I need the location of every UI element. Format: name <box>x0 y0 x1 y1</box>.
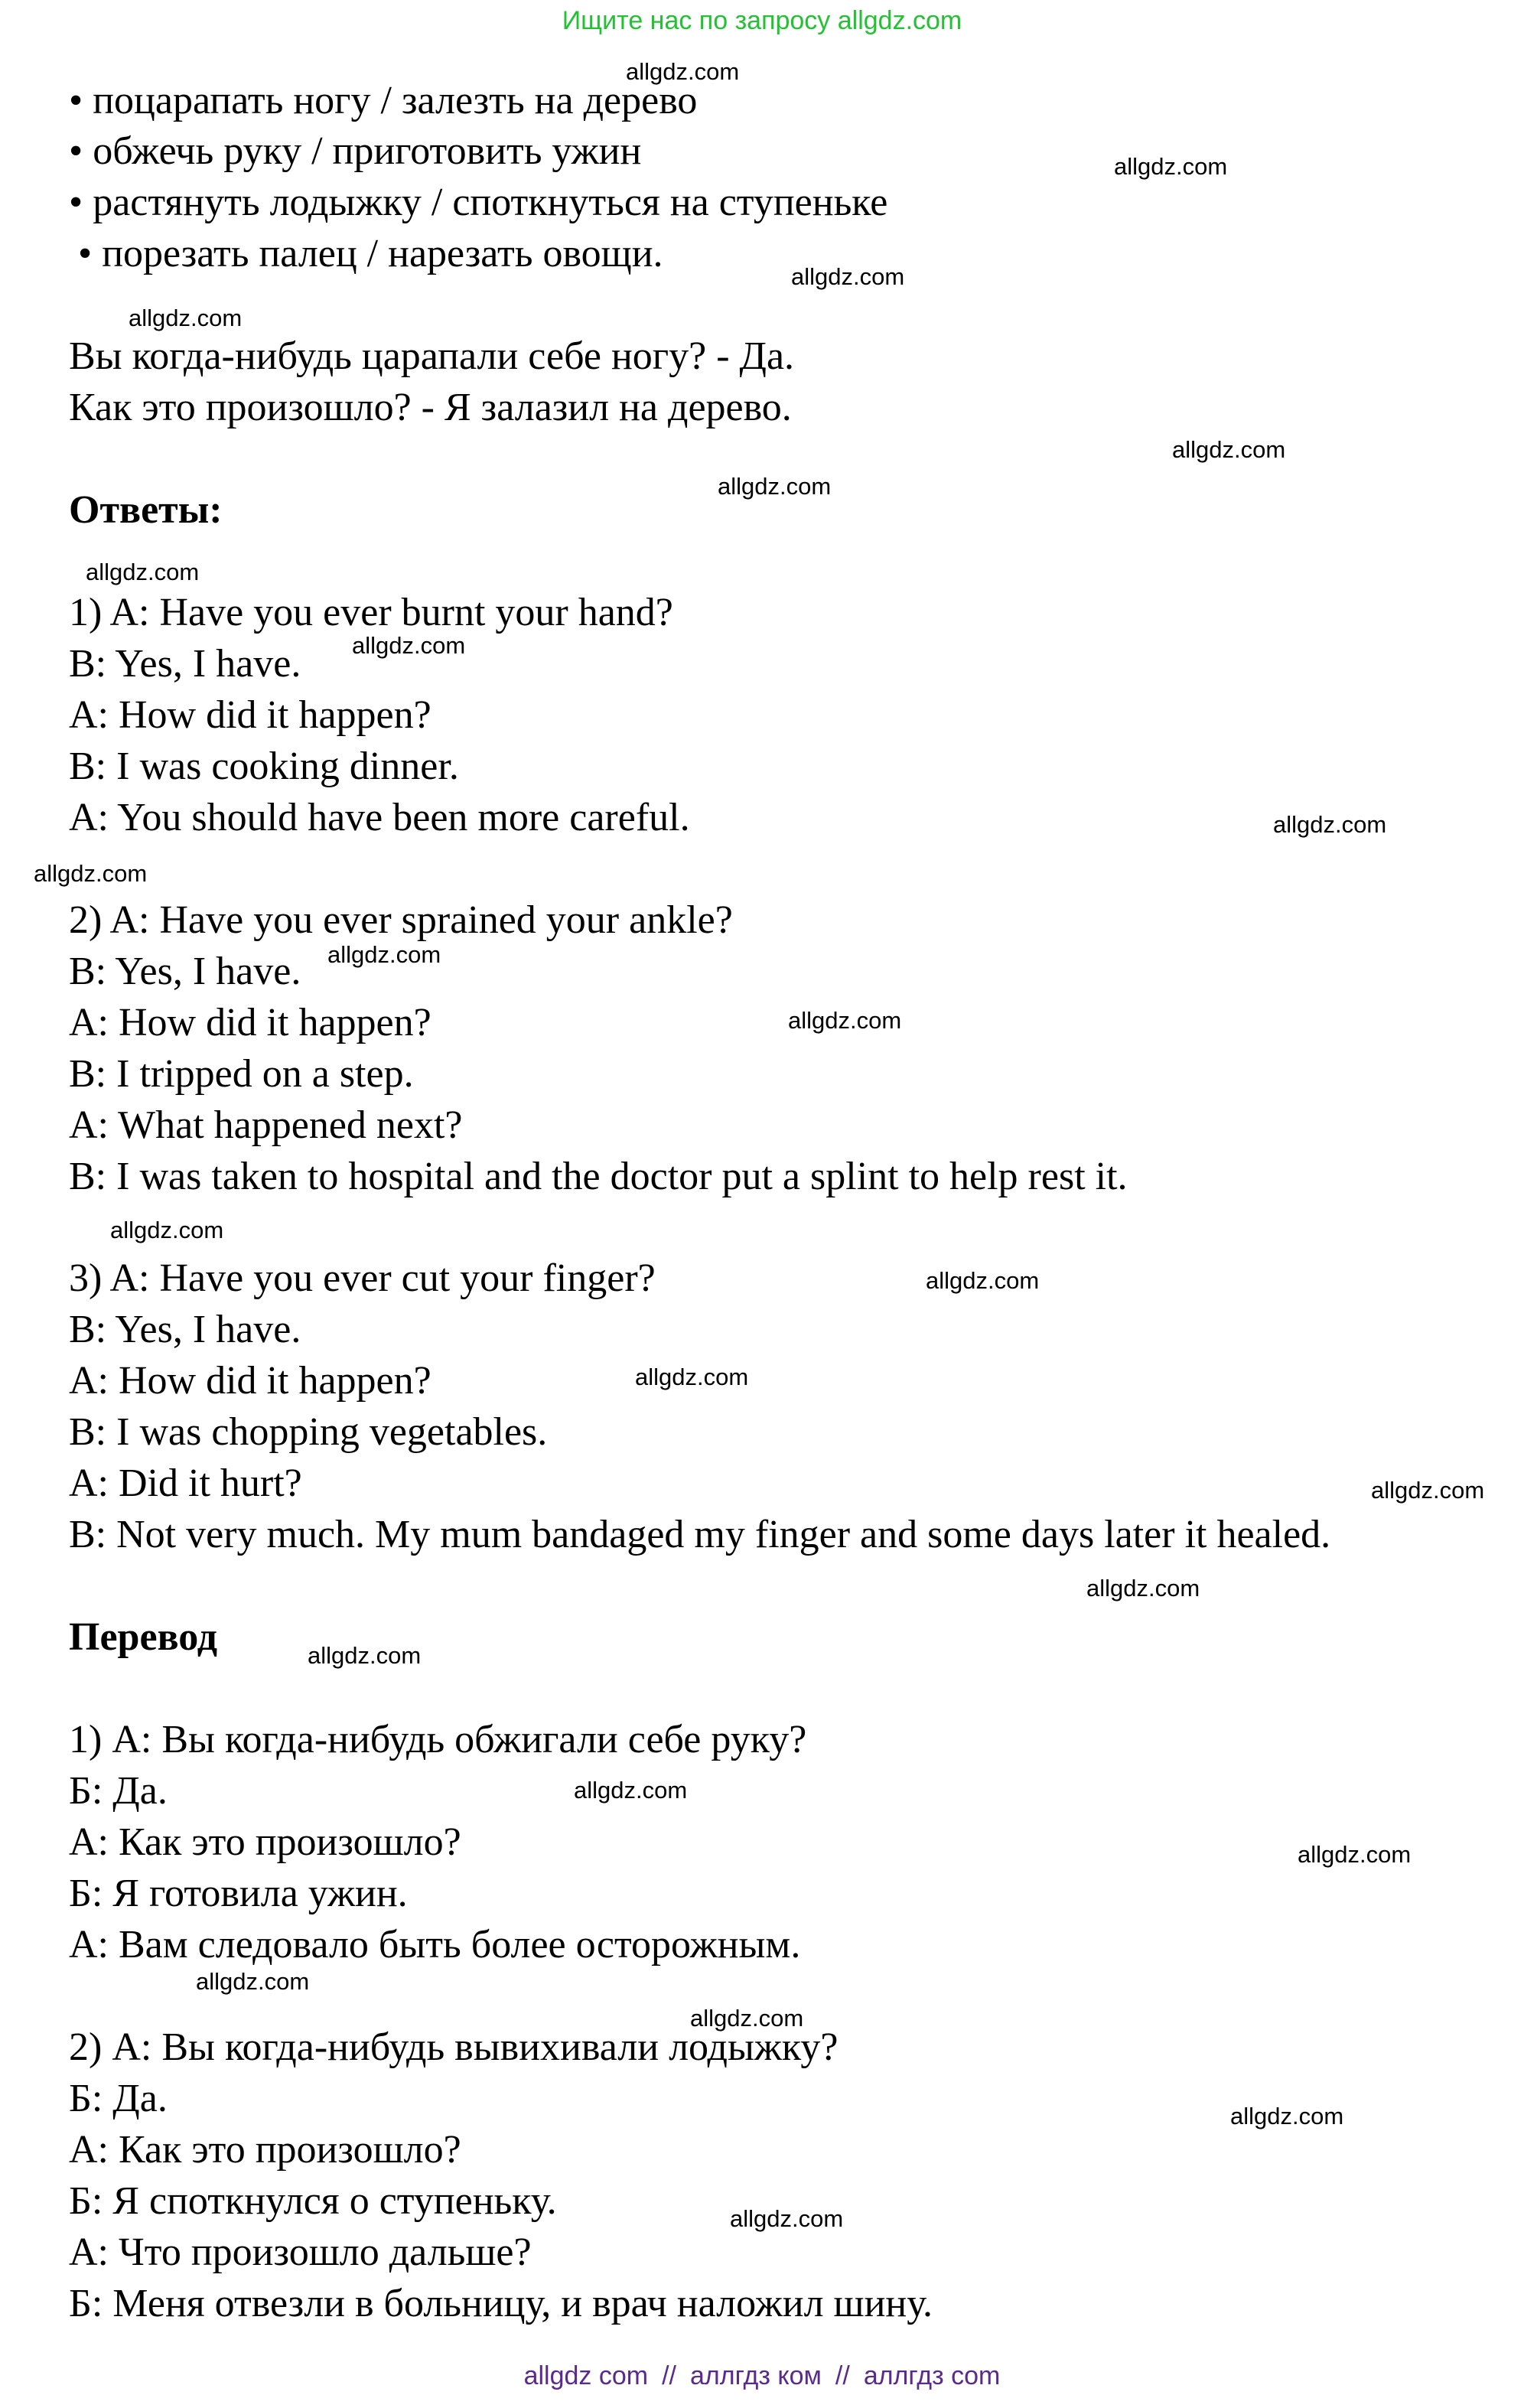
watermark: allgdz.com <box>626 58 740 85</box>
watermark: allgdz.com <box>730 2205 844 2232</box>
watermark: allgdz.com <box>574 1777 688 1804</box>
bottom-banner <box>0 2361 1524 2391</box>
watermark: allgdz.com <box>1298 1841 1412 1868</box>
watermark: allgdz.com <box>791 263 905 290</box>
watermark: allgdz.com <box>1371 1477 1485 1504</box>
translation-1-line-4: Б: Я готовила ужин. <box>69 1872 408 1915</box>
translation-1-line-3: А: Как это произошло? <box>69 1820 461 1864</box>
answer-3-line-2: B: Yes, I have. <box>69 1308 301 1351</box>
vocab-item-2: • обжечь руку / приготовить ужин <box>69 129 642 173</box>
answer-3-line-6: B: Not very much. My mum bandaged my finger and some days later it healed. <box>69 1513 1331 1556</box>
answer-2-line-5: A: What happened next? <box>69 1103 463 1147</box>
watermark: allgdz.com <box>1114 153 1228 180</box>
watermark: allgdz.com <box>788 1007 902 1034</box>
translation-2-line-6: Б: Меня отвезли в больницу, и врач наложил шину. <box>69 2282 933 2325</box>
translation-1-line-2: Б: Да. <box>69 1769 168 1813</box>
answer-2-line-6: B: I was taken to hospital and the doctor put a splint to help rest it. <box>69 1155 1128 1198</box>
answer-3-line-1: 3) A: Have you ever cut your finger? <box>69 1256 656 1300</box>
watermark: allgdz.com <box>635 1364 749 1390</box>
translation-2-line-2: Б: Да. <box>69 2077 168 2120</box>
translation-1-line-1: 1) А: Вы когда-нибудь обжигали себе руку? <box>69 1718 807 1761</box>
top-banner[interactable]: Ищите нас по запросу allgdz.com <box>562 6 962 35</box>
watermark: allgdz.com <box>86 559 200 585</box>
example-line-1: Вы когда-нибудь царапали себе ногу? - Да. <box>69 334 795 378</box>
bottom-banner-link-2[interactable]: аллгдз ком <box>690 2361 822 2390</box>
answer-2-line-3: A: How did it happen? <box>69 1001 431 1044</box>
vocab-item-1: • поцарапать ногу / залезть на дерево <box>69 79 698 122</box>
translation-2-line-5: А: Что произошло дальше? <box>69 2230 532 2274</box>
vocab-item-4: • порезать палец / нарезать овощи. <box>78 232 663 275</box>
watermark: allgdz.com <box>196 1968 310 1995</box>
translation-2-line-3: А: Как это произошло? <box>69 2128 461 2172</box>
example-line-2: Как это произошло? - Я залазил на дерево. <box>69 386 792 429</box>
watermark: allgdz.com <box>1230 2103 1344 2129</box>
watermark: allgdz.com <box>308 1642 422 1669</box>
watermark: allgdz.com <box>1086 1575 1200 1602</box>
watermark: allgdz.com <box>718 473 832 500</box>
answer-2-line-1: 2) A: Have you ever sprained your ankle? <box>69 898 733 942</box>
watermark: allgdz.com <box>1172 436 1286 463</box>
answer-1-line-4: B: I was cooking dinner. <box>69 745 459 788</box>
answer-3-line-5: A: Did it hurt? <box>69 1461 302 1505</box>
vocab-item-3: • растянуть лодыжку / споткнуться на ступеньке <box>69 181 888 224</box>
answer-1-line-2: B: Yes, I have. <box>69 642 301 686</box>
translation-1-line-5: А: Вам следовало быть более осторожным. <box>69 1923 801 1966</box>
translation-2-line-1: 2) А: Вы когда-нибудь вывихивали лодыжку? <box>69 2025 839 2069</box>
bottom-banner-separator: // <box>662 2361 677 2390</box>
translation-heading: Перевод <box>69 1615 218 1659</box>
answer-1-line-5: A: You should have been more careful. <box>69 796 690 839</box>
watermark: allgdz.com <box>690 2005 804 2032</box>
bottom-banner-separator: // <box>835 2361 850 2390</box>
watermark: allgdz.com <box>926 1267 1040 1294</box>
answer-1-line-3: A: How did it happen? <box>69 693 431 737</box>
watermark: allgdz.com <box>352 632 466 659</box>
answers-heading: Ответы: <box>69 488 223 532</box>
watermark: allgdz.com <box>1273 811 1387 838</box>
bottom-banner-link-3[interactable]: аллгдз com <box>863 2361 1001 2390</box>
answer-1-line-1: 1) A: Have you ever burnt your hand? <box>69 591 673 634</box>
answer-2-line-4: B: I tripped on a step. <box>69 1052 414 1096</box>
watermark: allgdz.com <box>110 1217 224 1243</box>
answer-3-line-3: A: How did it happen? <box>69 1359 431 1403</box>
translation-2-line-4: Б: Я споткнулся о ступеньку. <box>69 2179 557 2223</box>
answer-2-line-2: B: Yes, I have. <box>69 950 301 993</box>
watermark: allgdz.com <box>129 305 243 331</box>
answer-3-line-4: B: I was chopping vegetables. <box>69 1410 548 1454</box>
watermark: allgdz.com <box>34 860 148 887</box>
watermark: allgdz.com <box>327 941 441 968</box>
bottom-banner-link-1[interactable]: allgdz com <box>523 2361 649 2390</box>
